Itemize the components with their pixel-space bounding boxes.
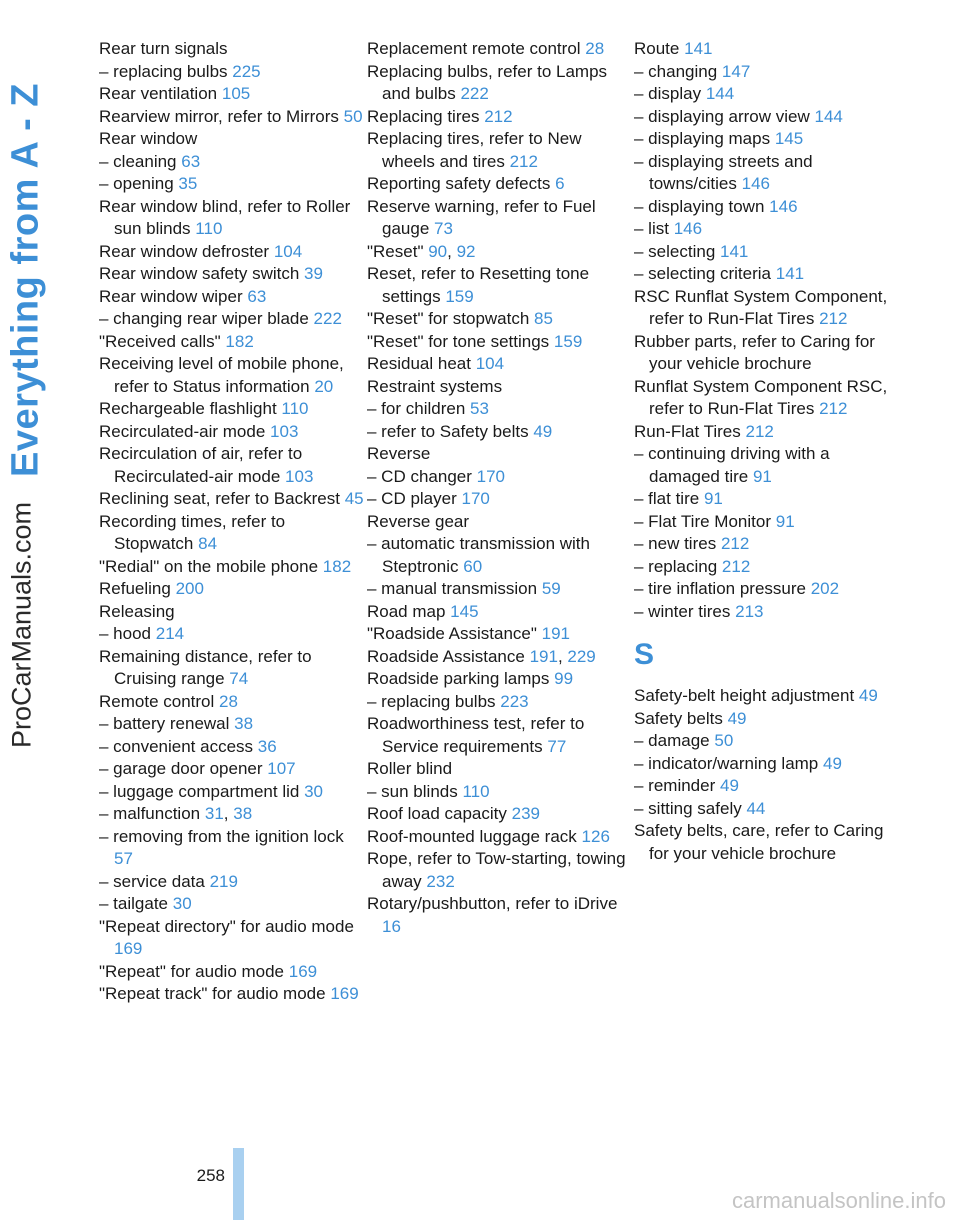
index-term: – display: [634, 84, 702, 103]
index-term: Rear window wiper: [99, 286, 243, 306]
index-term: Recirculated-air mode: [99, 421, 266, 441]
index-column-3: [634, 38, 902, 865]
index-term: Receiving level of mobile phone, refer to Status information: [99, 354, 344, 396]
index-entry: [367, 398, 635, 421]
index-entry: [99, 511, 367, 556]
page-reference-link[interactable]: 16: [382, 916, 401, 936]
index-term: Rear turn signals: [99, 39, 228, 58]
page-reference-link[interactable]: 141: [775, 264, 805, 283]
index-term: – replacing: [634, 556, 718, 576]
page-reference-link[interactable]: 53: [470, 399, 489, 418]
index-entry: [634, 685, 902, 708]
index-entry: – malfunction 31, 38: [99, 804, 253, 823]
index-entry: [99, 488, 367, 511]
index-term: Rear window blind, refer to Roller sun blinds: [99, 196, 351, 238]
index-term: – luggage compartment lid: [99, 781, 300, 801]
page-reference-link[interactable]: 104: [273, 241, 303, 261]
index-entry: [99, 331, 367, 354]
index-entry: [634, 241, 902, 264]
index-term: Rear window defroster: [99, 241, 270, 261]
page-reference-link[interactable]: 145: [774, 129, 804, 148]
index-entry: [367, 308, 635, 331]
index-entry: [367, 848, 635, 893]
index-term: – winter tires: [634, 601, 731, 621]
index-entry: [99, 556, 367, 579]
index-entry: "Reset" 90, 92: [367, 241, 476, 261]
index-entry: [634, 578, 902, 601]
page-reference-link[interactable]: 50: [343, 106, 363, 126]
index-term: Runflat System Component RSC, refer to Run-Flat Tires: [634, 376, 888, 418]
page-reference-link[interactable]: 239: [511, 804, 540, 823]
page-reference-link[interactable]: 63: [247, 286, 267, 306]
index-entry: [634, 798, 902, 821]
page-reference-link[interactable]: 145: [450, 601, 479, 621]
index-entry: [99, 83, 367, 106]
index-term: – reminder: [634, 776, 716, 795]
index-entry: [634, 128, 902, 151]
page-reference-link[interactable]: 159: [445, 286, 474, 306]
index-entry: [367, 331, 635, 354]
index-entry: [367, 511, 635, 534]
page-reference-link[interactable]: 147: [721, 61, 751, 81]
page-reference-link[interactable]: 91: [703, 489, 723, 508]
index-entry: Roadside Assistance 191, 229: [367, 646, 596, 666]
index-entry: [367, 781, 635, 804]
index-term: Rotary/pushbutton, refer to iDrive: [367, 894, 618, 913]
index-term: Rearview mirror, refer to Mirrors: [99, 106, 339, 126]
index-entry: [99, 443, 367, 488]
index-term: – displaying streets and towns/cities: [634, 151, 813, 193]
page-reference-link[interactable]: 126: [581, 826, 610, 846]
page-reference-link[interactable]: 38: [233, 804, 253, 823]
index-entry: [99, 151, 367, 174]
index-entry: [634, 151, 902, 196]
page-reference-link[interactable]: 39: [304, 264, 323, 283]
index-entry: [367, 443, 635, 466]
page-reference-link[interactable]: 77: [547, 736, 567, 756]
index-term: – convenient access: [99, 736, 254, 756]
page-reference-link[interactable]: 91: [775, 511, 795, 531]
index-entry: [367, 61, 635, 106]
index-term: Residual heat: [367, 354, 471, 373]
index-entry: [634, 775, 902, 798]
page-reference-link[interactable]: 222: [313, 309, 342, 328]
index-entry: [367, 106, 635, 129]
index-term: – displaying town: [634, 196, 765, 216]
index-entry: [367, 668, 635, 691]
page-reference-link[interactable]: 213: [735, 601, 764, 621]
index-entry: [367, 826, 635, 849]
page-reference-link[interactable]: 63: [181, 151, 201, 171]
side-title-text: Everything from A - Z: [4, 82, 47, 478]
index-term: "Repeat track" for audio mode: [99, 984, 326, 1003]
index-entry: [99, 961, 367, 984]
index-term: Remote control: [99, 691, 215, 711]
index-entry: [99, 263, 367, 286]
index-term: – changing rear wiper blade: [99, 309, 309, 328]
index-entry: [99, 826, 367, 871]
index-term: "Reset" for tone settings: [367, 331, 550, 351]
index-entry: [367, 691, 635, 714]
index-entry: [367, 38, 635, 61]
index-term: "Repeat" for audio mode: [99, 961, 285, 981]
page-reference-link[interactable]: 146: [673, 219, 703, 238]
index-term: Roadside parking lamps: [367, 669, 550, 688]
side-watermark: [0, 460, 58, 790]
index-term: Rope, refer to Tow-starting, towing away: [367, 849, 626, 891]
index-entry: [634, 263, 902, 286]
page-reference-link[interactable]: 229: [567, 646, 596, 666]
index-entry: [367, 196, 635, 241]
page-reference-link[interactable]: 159: [553, 331, 583, 351]
page-reference-link[interactable]: 191: [529, 646, 558, 666]
page-number-bar: [233, 1148, 244, 1220]
index-entry: [367, 173, 635, 196]
index-entry: [634, 488, 902, 511]
index-term: "Reset" for stopwatch: [367, 309, 530, 328]
index-term: – automatic transmission with Steptronic: [367, 534, 590, 576]
page-reference-link[interactable]: 92: [456, 241, 476, 261]
index-entry: [99, 421, 367, 444]
index-entry: [367, 466, 635, 489]
index-term: – sun blinds: [367, 781, 458, 801]
page-reference-link[interactable]: 49: [858, 686, 878, 705]
index-entry: [99, 61, 367, 84]
index-entry: [99, 691, 367, 714]
page-reference-link[interactable]: 28: [585, 39, 605, 58]
page-reference-link[interactable]: 99: [554, 669, 574, 688]
index-term: – list: [634, 219, 669, 238]
index-term: Roof-mounted luggage rack: [367, 826, 577, 846]
page-reference-link[interactable]: 84: [198, 534, 218, 553]
page-reference-link[interactable]: 38: [234, 714, 254, 733]
page-reference-link[interactable]: 170: [461, 489, 490, 508]
index-term: – selecting: [634, 241, 716, 261]
page-reference-link[interactable]: 49: [823, 753, 842, 773]
index-term: – replacing bulbs: [367, 691, 496, 711]
index-entry: [367, 263, 635, 308]
index-entry: [99, 736, 367, 759]
page-reference-link[interactable]: 104: [475, 354, 505, 373]
index-entry: [99, 623, 367, 646]
page-reference-link[interactable]: 146: [769, 196, 798, 216]
index-term: – hood: [99, 624, 151, 643]
index-entry: [99, 286, 367, 309]
index-term: – CD player: [367, 489, 457, 508]
index-entry: [367, 713, 635, 758]
index-term: – service data: [99, 871, 205, 891]
page-reference-link[interactable]: 169: [330, 984, 359, 1003]
page-reference-link[interactable]: 169: [288, 961, 318, 981]
index-entry: [99, 646, 367, 691]
index-entry: [634, 421, 902, 444]
index-term: Reverse: [367, 444, 431, 463]
index-term: – refer to Safety belts: [367, 421, 529, 441]
index-term: Refueling: [99, 579, 171, 598]
index-entry: [634, 511, 902, 534]
index-entry: [634, 443, 902, 488]
side-watermark-text: ProCarManuals.com: [6, 501, 37, 749]
page-reference-link[interactable]: 212: [720, 534, 750, 553]
index-term: – Flat Tire Monitor: [634, 511, 771, 531]
page-reference-link[interactable]: 107: [267, 759, 296, 778]
index-entry: [99, 781, 367, 804]
index-entry: [99, 173, 367, 196]
page-reference-link[interactable]: 212: [819, 399, 848, 418]
index-entry: [367, 421, 635, 444]
index-term: – flat tire: [634, 489, 700, 508]
index-term: – garage door opener: [99, 759, 263, 778]
index-term: Reclining seat, refer to Backrest: [99, 489, 340, 508]
index-entry: [99, 128, 367, 151]
index-term: – continuing driving with a damaged tire: [634, 444, 830, 486]
index-term: Releasing: [99, 601, 175, 621]
page-reference-link[interactable]: 44: [746, 798, 766, 818]
page-reference-link[interactable]: 30: [304, 781, 323, 801]
index-term: – selecting criteria: [634, 264, 772, 283]
index-entry: [634, 730, 902, 753]
index-entry: [367, 376, 635, 399]
page-reference-link[interactable]: 91: [752, 466, 772, 486]
page-number: 258: [196, 1166, 225, 1185]
page-reference-link[interactable]: 45: [344, 489, 364, 508]
index-entry: [634, 61, 902, 84]
index-entry: [99, 241, 367, 264]
index-term: Replacing bulbs, refer to Lamps and bulbs: [367, 61, 608, 103]
index-term: – replacing bulbs: [99, 61, 228, 81]
page-reference-link[interactable]: 232: [426, 871, 455, 891]
page-reference-link[interactable]: 28: [219, 691, 238, 711]
index-term: – for children: [367, 399, 466, 418]
page-reference-link[interactable]: 223: [500, 691, 529, 711]
index-entry: [99, 758, 367, 781]
index-entry: [634, 38, 902, 61]
page-reference-link[interactable]: 212: [819, 309, 848, 328]
index-term: Restraint systems: [367, 376, 503, 396]
page-reference-link[interactable]: 170: [476, 466, 505, 486]
index-column-1: [99, 38, 367, 1006]
page-reference-link[interactable]: 212: [721, 556, 751, 576]
index-entry: [367, 623, 635, 646]
page-reference-link[interactable]: 214: [155, 624, 185, 643]
page-reference-link[interactable]: 144: [814, 106, 843, 126]
index-entry: [634, 533, 902, 556]
index-entry: [99, 713, 367, 736]
index-term: Run-Flat Tires: [634, 421, 741, 441]
index-entry: [634, 106, 902, 129]
index-term: Safety belts, care, refer to Caring for your vehicle brochure: [634, 821, 884, 863]
index-term: "Roadside Assistance": [367, 624, 537, 643]
index-term: Safety-belt height adjustment: [634, 686, 855, 705]
index-term: – changing: [634, 61, 718, 81]
page-reference-link[interactable]: 110: [281, 399, 309, 418]
index-entry: [99, 983, 367, 1006]
index-entry: [99, 578, 367, 601]
index-term: Route: [634, 39, 680, 58]
index-term: – indicator/warning lamp: [634, 753, 819, 773]
index-column-2: [367, 38, 635, 938]
index-term: – displaying maps: [634, 129, 771, 148]
index-term: – malfunction: [99, 804, 201, 823]
page-reference-link[interactable]: 49: [533, 421, 553, 441]
page-reference-link[interactable]: 31: [204, 804, 224, 823]
page-reference-link[interactable]: 36: [257, 736, 277, 756]
page-reference-link[interactable]: 222: [460, 84, 489, 103]
section-letter-heading: S: [634, 638, 655, 671]
index-term: – manual transmission: [367, 579, 538, 598]
index-term: Replacement remote control: [367, 39, 581, 58]
index-term: Reverse gear: [367, 511, 470, 531]
index-term: "Reset": [367, 241, 424, 261]
index-entry: [367, 803, 635, 826]
page-reference-link[interactable]: 146: [741, 174, 770, 193]
index-term: Roadside Assistance: [367, 646, 525, 666]
index-term: – CD changer: [367, 466, 472, 486]
page-reference-link[interactable]: 85: [534, 309, 553, 328]
index-term: – removing from the ignition lock: [99, 826, 344, 846]
page-reference-link[interactable]: 49: [720, 776, 739, 795]
index-entry: [367, 128, 635, 173]
page-reference-link[interactable]: 212: [484, 106, 513, 126]
index-term: Replacing tires, refer to New wheels and tires: [367, 129, 582, 171]
index-entry: [99, 38, 367, 61]
index-entry: [634, 218, 902, 241]
index-term: Rear ventilation: [99, 84, 218, 103]
page-reference-link[interactable]: 74: [229, 669, 249, 688]
index-term: – tailgate: [99, 894, 168, 913]
page-reference-link[interactable]: 103: [270, 421, 299, 441]
page-reference-link[interactable]: 110: [195, 219, 223, 238]
index-entry: [99, 308, 367, 331]
index-entry: [99, 398, 367, 421]
index-term: – cleaning: [99, 151, 177, 171]
index-term: Roller blind: [367, 759, 453, 778]
index-term: Rubber parts, refer to Caring for your vehicle brochure: [634, 331, 875, 373]
index-term: – new tires: [634, 534, 717, 553]
index-entry: [634, 556, 902, 579]
index-entry: [99, 871, 367, 894]
page-reference-link[interactable]: 141: [684, 39, 713, 58]
page-reference-link[interactable]: 90: [428, 241, 448, 261]
page-reference-link[interactable]: 57: [114, 849, 133, 868]
index-entry: [634, 708, 902, 731]
index-entry: [634, 83, 902, 106]
index-entry: [634, 820, 902, 865]
index-term: Remaining distance, refer to Cruising range: [99, 646, 312, 688]
index-term: Rear window: [99, 129, 198, 148]
page-reference-link[interactable]: 212: [745, 421, 774, 441]
index-term: "Received calls": [99, 331, 221, 351]
page-reference-link[interactable]: 105: [221, 84, 251, 103]
index-entry: [634, 286, 902, 331]
index-term: – sitting safely: [634, 798, 742, 818]
page-reference-link[interactable]: 212: [509, 151, 538, 171]
index-entry: [634, 196, 902, 219]
index-entry: [99, 353, 367, 398]
page-reference-link[interactable]: 200: [175, 579, 204, 598]
page-reference-link[interactable]: 103: [285, 466, 314, 486]
index-term: Reporting safety defects: [367, 174, 551, 193]
index-entry: [367, 578, 635, 601]
page-reference-link[interactable]: 202: [810, 579, 840, 598]
index-entry: [367, 601, 635, 624]
index-term: – damage: [634, 731, 710, 750]
index-entry: [367, 353, 635, 376]
index-entry: [367, 893, 635, 938]
index-entry: [99, 601, 367, 624]
index-term: – battery renewal: [99, 714, 230, 733]
index-term: – opening: [99, 174, 174, 193]
index-term: Rechargeable flashlight: [99, 399, 277, 418]
page-reference-link[interactable]: 144: [705, 84, 735, 103]
index-term: Roadworthiness test, refer to Service requirements: [367, 714, 585, 756]
index-term: Rear window safety switch: [99, 264, 300, 283]
page-reference-link[interactable]: 49: [727, 708, 747, 728]
page-reference-link[interactable]: 35: [178, 174, 198, 193]
index-term: Reset, refer to Resetting tone settings: [367, 264, 590, 306]
page-reference-link[interactable]: 225: [232, 61, 261, 81]
page-reference-link[interactable]: 73: [434, 219, 453, 238]
page-reference-link[interactable]: 20: [314, 376, 334, 396]
page-reference-link[interactable]: 60: [463, 556, 483, 576]
index-entry: [367, 758, 635, 781]
index-term: Road map: [367, 601, 446, 621]
index-entry: [634, 376, 902, 421]
index-entry: [634, 331, 902, 376]
index-term: Reserve warning, refer to Fuel gauge: [367, 196, 596, 238]
index-term: – tire inflation pressure: [634, 579, 806, 598]
index-term: Replacing tires: [367, 106, 480, 126]
index-entry: [99, 893, 367, 916]
index-entry: [367, 533, 635, 578]
page-reference-link[interactable]: 30: [172, 894, 192, 913]
index-entry: [634, 601, 902, 624]
index-entry: [367, 488, 635, 511]
index-term: RSC Runflat System Component, refer to Run-Flat Tires: [634, 286, 888, 328]
index-entry: [634, 753, 902, 776]
page-reference-link[interactable]: 182: [225, 331, 254, 351]
index-term: Roof load capacity: [367, 804, 507, 823]
index-entry: [99, 916, 367, 961]
page-reference-link[interactable]: 219: [209, 871, 238, 891]
page-reference-link[interactable]: 59: [541, 579, 561, 598]
page-reference-link[interactable]: 110: [462, 781, 490, 801]
index-term: Recording times, refer to Stopwatch: [99, 511, 286, 553]
page-reference-link[interactable]: 182: [322, 556, 352, 576]
index-term: "Redial" on the mobile phone: [99, 556, 319, 576]
index-entry: [99, 196, 367, 241]
index-term: Recirculation of air, refer to Recirculated-air mode: [99, 444, 303, 486]
index-term: "Repeat directory" for audio mode: [99, 916, 354, 936]
footer-watermark: carmanualsonline.info: [731, 1188, 946, 1213]
page-reference-link[interactable]: 6: [555, 174, 565, 193]
index-term: Safety belts: [634, 708, 723, 728]
page-reference-link[interactable]: 169: [114, 939, 143, 958]
page-reference-link[interactable]: 141: [720, 241, 749, 261]
page-reference-link[interactable]: 191: [541, 624, 570, 643]
index-term: – displaying arrow view: [634, 106, 810, 126]
page-reference-link[interactable]: 50: [714, 731, 734, 750]
index-entry: [99, 106, 367, 129]
